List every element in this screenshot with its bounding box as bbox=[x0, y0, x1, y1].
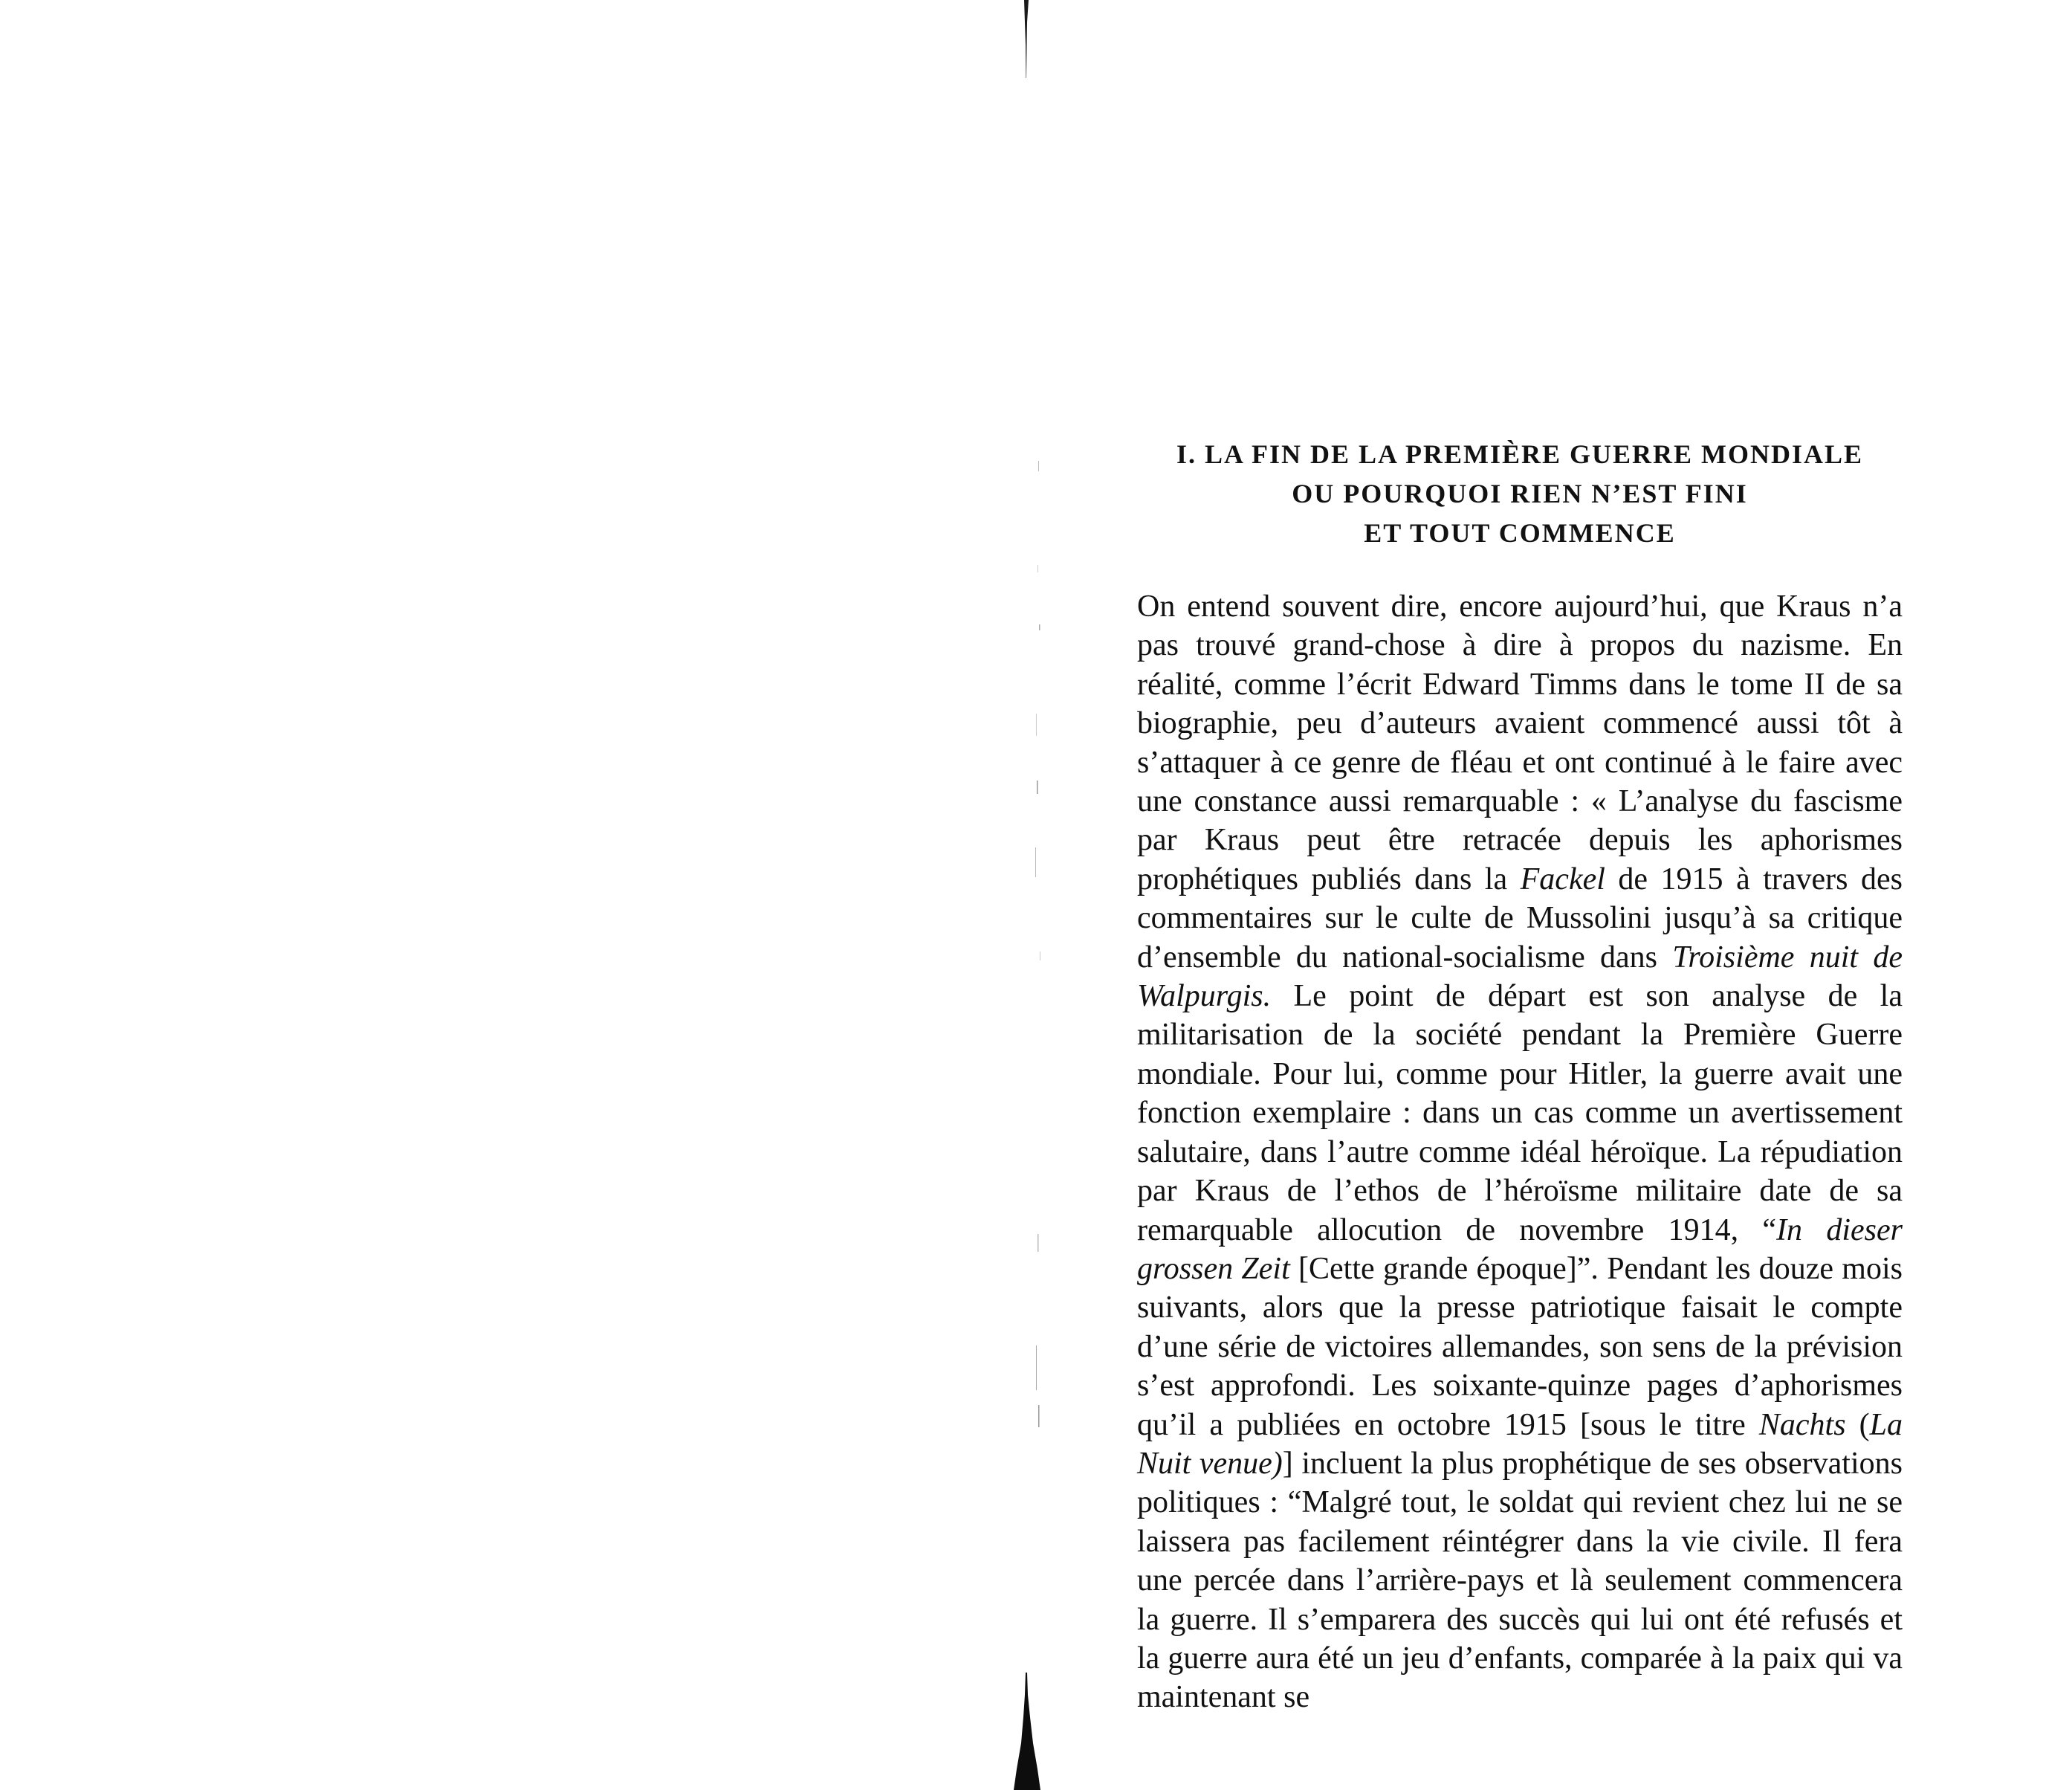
title-nachts: Nachts bbox=[1758, 1407, 1846, 1442]
text-segment-2: de 1915 à travers des commentaires sur le culte de Mussolini jusqu’à sa critique d’ensemble du national-socialisme dans bbox=[1137, 862, 1903, 975]
title-walpurgis: Troisième nuit de Walpurgis. bbox=[1137, 940, 1903, 1014]
text-segment-6: ] incluent la plus prophétique de ses observations politiques : “Malgré tout, le soldat qui revient chez lui ne se laissera pas facilement réintégrer dans la vie civile. Il fera une percée dans l’arrière-pays et là seulement commencera la guerre. Il s’emparera des succès qui lui ont été refusés et la guerre aura été un jeu d’enfants, comparée à la paix qui va maintenant se bbox=[1137, 1446, 1903, 1715]
binding-shadow-top bbox=[1023, 0, 1029, 78]
left-page-blank bbox=[0, 0, 1026, 1790]
text-segment-3: Le point de départ est son analyse de la militarisation de la société pendant la Première Guerre mondiale. Pour lui, comme pour Hitler, la guerre avait une fonction exemplaire : dans un cas comme un avertissement salutaire, dans l’autre comme idéal héroïque. La répudiation par Kraus de l’ethos de l’héroïsme militaire date de sa remarquable allocution de novembre 1914, “ bbox=[1137, 979, 1903, 1247]
body-paragraph bbox=[1137, 587, 1903, 1717]
chapter-heading bbox=[1137, 435, 1903, 553]
title-fackel: Fackel bbox=[1520, 862, 1605, 896]
heading-line-1: I. LA FIN DE LA PREMIÈRE GUERRE MONDIALE bbox=[1176, 439, 1864, 469]
title-grossen-zeit: In dieser grossen Zeit bbox=[1137, 1212, 1903, 1286]
binding-shadow-bottom bbox=[1011, 1673, 1043, 1790]
heading-line-2: OU POURQUOI RIEN N’EST FINI bbox=[1292, 479, 1748, 508]
binding-specks bbox=[1032, 431, 1046, 1680]
heading-line-3: ET TOUT COMMENCE bbox=[1364, 518, 1676, 548]
title-nuit-venue: La Nuit venue) bbox=[1137, 1407, 1903, 1481]
text-segment-1: On entend souvent dire, encore aujourd’hui, que Kraus n’a pas trouvé grand-chose à dire à propos du nazisme. En réalité, comme l’écrit Edward Timms dans le tome II de sa biographie, peu d’auteurs avaient commencé aussi tôt à s’attaquer à ce genre de fléau et ont continué à le faire avec une constance aussi remarquable : « L’analyse du fascisme par Kraus peut être retracée depuis les aphorismes prophétiques publiés dans la bbox=[1137, 589, 1903, 896]
text-segment-4: [Cette grande époque]”. Pendant les douze mois suivants, alors que la presse patriotique faisait le compte d’une série de victoires allemandes, son sens de la prévision s’est approfondi. Les soixante-quinze pages d’aphorismes qu’il a publiées en octobre 1915 [sous le titre bbox=[1137, 1251, 1903, 1442]
text-segment-5: ( bbox=[1845, 1407, 1870, 1442]
